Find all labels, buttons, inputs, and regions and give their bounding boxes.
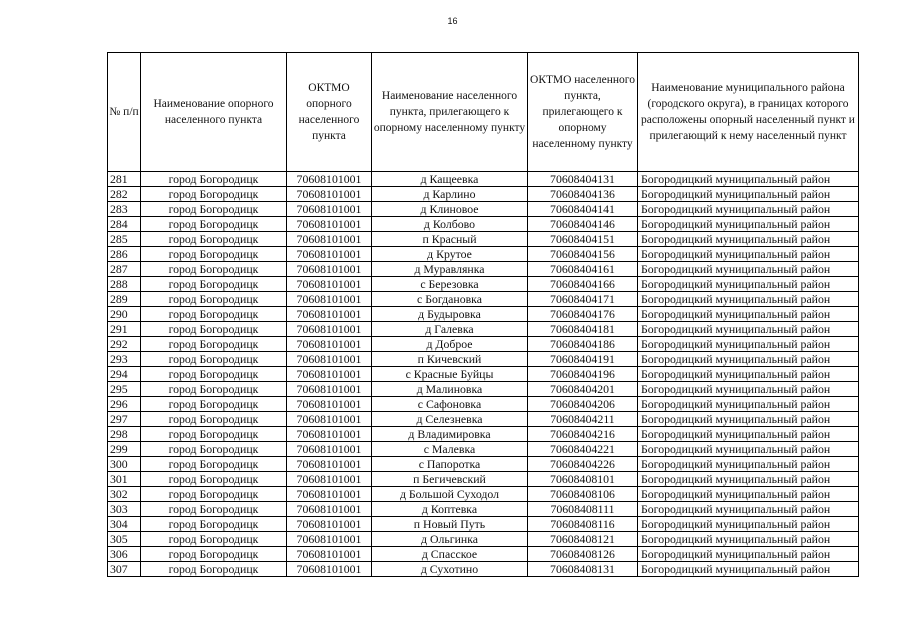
row-number-cell: 290 — [108, 307, 141, 322]
adjacent-oktmo-cell: 70608404141 — [528, 202, 638, 217]
adjacent-oktmo-cell: 70608408126 — [528, 547, 638, 562]
district-cell: Богородицкий муниципальный район — [638, 322, 859, 337]
adjacent-settlement-cell: с Сафоновка — [372, 397, 528, 412]
hub-settlement-cell: город Богородицк — [141, 322, 287, 337]
district-cell: Богородицкий муниципальный район — [638, 427, 859, 442]
adjacent-settlement-cell: п Красный — [372, 232, 528, 247]
adjacent-oktmo-cell: 70608404146 — [528, 217, 638, 232]
adjacent-oktmo-cell: 70608404151 — [528, 232, 638, 247]
district-cell: Богородицкий муниципальный район — [638, 457, 859, 472]
district-cell: Богородицкий муниципальный район — [638, 397, 859, 412]
table-row — [108, 532, 859, 547]
header-row-number: № п/п — [108, 53, 141, 172]
adjacent-settlement-cell: с Богдановка — [372, 292, 528, 307]
adjacent-settlement-cell: д Будыровка — [372, 307, 528, 322]
adjacent-oktmo-cell: 70608404201 — [528, 382, 638, 397]
adjacent-settlement-cell: д Коптевка — [372, 502, 528, 517]
adjacent-oktmo-cell: 70608404186 — [528, 337, 638, 352]
table-row — [108, 352, 859, 367]
hub-oktmo-cell: 70608101001 — [287, 427, 372, 442]
row-number-cell: 300 — [108, 457, 141, 472]
adjacent-oktmo-cell: 70608404221 — [528, 442, 638, 457]
row-number-cell: 288 — [108, 277, 141, 292]
hub-settlement-cell: город Богородицк — [141, 382, 287, 397]
adjacent-oktmo-cell: 70608404176 — [528, 307, 638, 322]
table-row — [108, 397, 859, 412]
district-cell: Богородицкий муниципальный район — [638, 382, 859, 397]
hub-settlement-cell: город Богородицк — [141, 232, 287, 247]
table-row — [108, 307, 859, 322]
hub-oktmo-cell: 70608101001 — [287, 487, 372, 502]
table-row — [108, 172, 859, 187]
hub-settlement-cell: город Богородицк — [141, 472, 287, 487]
district-cell: Богородицкий муниципальный район — [638, 352, 859, 367]
hub-settlement-cell: город Богородицк — [141, 172, 287, 187]
row-number-cell: 296 — [108, 397, 141, 412]
hub-settlement-cell: город Богородицк — [141, 457, 287, 472]
hub-settlement-cell: город Богородицк — [141, 292, 287, 307]
hub-oktmo-cell: 70608101001 — [287, 457, 372, 472]
hub-settlement-cell: город Богородицк — [141, 487, 287, 502]
row-number-cell: 293 — [108, 352, 141, 367]
row-number-cell: 291 — [108, 322, 141, 337]
adjacent-settlement-cell: д Галевка — [372, 322, 528, 337]
row-number-cell: 292 — [108, 337, 141, 352]
row-number-cell: 305 — [108, 532, 141, 547]
table-row — [108, 217, 859, 232]
adjacent-oktmo-cell: 70608408131 — [528, 562, 638, 577]
row-number-cell: 297 — [108, 412, 141, 427]
hub-settlement-cell: город Богородицк — [141, 517, 287, 532]
district-cell: Богородицкий муниципальный район — [638, 442, 859, 457]
row-number-cell: 304 — [108, 517, 141, 532]
district-cell: Богородицкий муниципальный район — [638, 487, 859, 502]
hub-settlement-cell: город Богородицк — [141, 412, 287, 427]
hub-settlement-cell: город Богородицк — [141, 532, 287, 547]
table-row — [108, 442, 859, 457]
hub-settlement-cell: город Богородицк — [141, 262, 287, 277]
row-number-cell: 303 — [108, 502, 141, 517]
hub-oktmo-cell: 70608101001 — [287, 202, 372, 217]
table-row — [108, 427, 859, 442]
hub-settlement-cell: город Богородицк — [141, 202, 287, 217]
hub-oktmo-cell: 70608101001 — [287, 562, 372, 577]
hub-oktmo-cell: 70608101001 — [287, 337, 372, 352]
hub-oktmo-cell: 70608101001 — [287, 322, 372, 337]
hub-settlement-cell: город Богородицк — [141, 307, 287, 322]
table-row — [108, 382, 859, 397]
adjacent-settlement-cell: д Большой Суходол — [372, 487, 528, 502]
adjacent-oktmo-cell: 70608404191 — [528, 352, 638, 367]
row-number-cell: 307 — [108, 562, 141, 577]
hub-oktmo-cell: 70608101001 — [287, 262, 372, 277]
header-adjacent-oktmo: ОКТМО населенного пункта, прилегающего к опорному населенному пункту — [528, 53, 638, 172]
adjacent-settlement-cell: п Бегичевский — [372, 472, 528, 487]
adjacent-settlement-cell: д Крутое — [372, 247, 528, 262]
hub-settlement-cell: город Богородицк — [141, 352, 287, 367]
adjacent-settlement-cell: д Карлино — [372, 187, 528, 202]
district-cell: Богородицкий муниципальный район — [638, 307, 859, 322]
hub-oktmo-cell: 70608101001 — [287, 397, 372, 412]
district-cell: Богородицкий муниципальный район — [638, 547, 859, 562]
table-row — [108, 502, 859, 517]
row-number-cell: 299 — [108, 442, 141, 457]
district-cell: Богородицкий муниципальный район — [638, 337, 859, 352]
district-cell: Богородицкий муниципальный район — [638, 472, 859, 487]
adjacent-settlement-cell: д Селезневка — [372, 412, 528, 427]
district-cell: Богородицкий муниципальный район — [638, 202, 859, 217]
district-cell: Богородицкий муниципальный район — [638, 412, 859, 427]
adjacent-oktmo-cell: 70608408111 — [528, 502, 638, 517]
row-number-cell: 286 — [108, 247, 141, 262]
adjacent-oktmo-cell: 70608408101 — [528, 472, 638, 487]
row-number-cell: 282 — [108, 187, 141, 202]
hub-settlement-cell: город Богородицк — [141, 187, 287, 202]
hub-settlement-cell: город Богородицк — [141, 337, 287, 352]
table-row — [108, 487, 859, 502]
district-cell: Богородицкий муниципальный район — [638, 277, 859, 292]
adjacent-oktmo-cell: 70608404226 — [528, 457, 638, 472]
district-cell: Богородицкий муниципальный район — [638, 262, 859, 277]
district-cell: Богородицкий муниципальный район — [638, 232, 859, 247]
district-cell: Богородицкий муниципальный район — [638, 217, 859, 232]
row-number-cell: 298 — [108, 427, 141, 442]
district-cell: Богородицкий муниципальный район — [638, 562, 859, 577]
hub-settlement-cell: город Богородицк — [141, 367, 287, 382]
header-hub-settlement-name: Наименование опорного населенного пункта — [141, 53, 287, 172]
adjacent-settlement-cell: с Малевка — [372, 442, 528, 457]
hub-settlement-cell: город Богородицк — [141, 562, 287, 577]
district-cell: Богородицкий муниципальный район — [638, 292, 859, 307]
table-row — [108, 412, 859, 427]
hub-oktmo-cell: 70608101001 — [287, 172, 372, 187]
hub-oktmo-cell: 70608101001 — [287, 502, 372, 517]
header-adjacent-settlement-name: Наименование населенного пункта, прилегающего к опорному населенному пункту — [372, 53, 528, 172]
hub-oktmo-cell: 70608101001 — [287, 247, 372, 262]
row-number-cell: 289 — [108, 292, 141, 307]
adjacent-settlement-cell: д Сухотино — [372, 562, 528, 577]
table-header — [108, 53, 859, 172]
district-cell: Богородицкий муниципальный район — [638, 172, 859, 187]
adjacent-settlement-cell: д Муравлянка — [372, 262, 528, 277]
hub-settlement-cell: город Богородицк — [141, 217, 287, 232]
adjacent-settlement-cell: д Спасское — [372, 547, 528, 562]
hub-oktmo-cell: 70608101001 — [287, 517, 372, 532]
adjacent-oktmo-cell: 70608404206 — [528, 397, 638, 412]
hub-settlement-cell: город Богородицк — [141, 547, 287, 562]
row-number-cell: 281 — [108, 172, 141, 187]
district-cell: Богородицкий муниципальный район — [638, 502, 859, 517]
page-number: 16 — [447, 16, 458, 26]
row-number-cell: 283 — [108, 202, 141, 217]
table-row — [108, 472, 859, 487]
hub-oktmo-cell: 70608101001 — [287, 217, 372, 232]
district-cell: Богородицкий муниципальный район — [638, 517, 859, 532]
table-row — [108, 367, 859, 382]
adjacent-oktmo-cell: 70608404216 — [528, 427, 638, 442]
adjacent-settlement-cell: д Доброе — [372, 337, 528, 352]
hub-oktmo-cell: 70608101001 — [287, 532, 372, 547]
adjacent-settlement-cell: п Кичевский — [372, 352, 528, 367]
adjacent-oktmo-cell: 70608404136 — [528, 187, 638, 202]
table-row — [108, 277, 859, 292]
adjacent-oktmo-cell: 70608404181 — [528, 322, 638, 337]
row-number-cell: 301 — [108, 472, 141, 487]
hub-settlement-cell: город Богородицк — [141, 442, 287, 457]
header-hub-oktmo: ОКТМО опорного населенного пункта — [287, 53, 372, 172]
hub-oktmo-cell: 70608101001 — [287, 442, 372, 457]
adjacent-settlement-cell: с Папоротка — [372, 457, 528, 472]
hub-oktmo-cell: 70608101001 — [287, 307, 372, 322]
table-row — [108, 457, 859, 472]
hub-settlement-cell: город Богородицк — [141, 247, 287, 262]
hub-settlement-cell: город Богородицк — [141, 397, 287, 412]
table-row — [108, 547, 859, 562]
adjacent-oktmo-cell: 70608408121 — [528, 532, 638, 547]
table-row — [108, 187, 859, 202]
hub-oktmo-cell: 70608101001 — [287, 367, 372, 382]
settlements-table — [107, 52, 859, 577]
adjacent-settlement-cell: д Кащеевка — [372, 172, 528, 187]
row-number-cell: 285 — [108, 232, 141, 247]
district-cell: Богородицкий муниципальный район — [638, 247, 859, 262]
hub-oktmo-cell: 70608101001 — [287, 547, 372, 562]
row-number-cell: 294 — [108, 367, 141, 382]
table-row — [108, 337, 859, 352]
table-row — [108, 202, 859, 217]
hub-settlement-cell: город Богородицк — [141, 502, 287, 517]
adjacent-oktmo-cell: 70608404166 — [528, 277, 638, 292]
table-row — [108, 562, 859, 577]
adjacent-oktmo-cell: 70608404131 — [528, 172, 638, 187]
row-number-cell: 284 — [108, 217, 141, 232]
header-municipal-district: Наименование муниципального района (городского округа), в границах которого расположены опорный населенный пункт и прилегающий к нему населенный пункт — [638, 53, 859, 172]
table-body — [108, 172, 859, 577]
district-cell: Богородицкий муниципальный район — [638, 367, 859, 382]
hub-oktmo-cell: 70608101001 — [287, 352, 372, 367]
adjacent-settlement-cell: д Малиновка — [372, 382, 528, 397]
adjacent-oktmo-cell: 70608404161 — [528, 262, 638, 277]
table-row — [108, 517, 859, 532]
adjacent-oktmo-cell: 70608408116 — [528, 517, 638, 532]
adjacent-oktmo-cell: 70608404156 — [528, 247, 638, 262]
table-row — [108, 247, 859, 262]
adjacent-settlement-cell: д Ольгинка — [372, 532, 528, 547]
hub-oktmo-cell: 70608101001 — [287, 277, 372, 292]
adjacent-settlement-cell: с Березовка — [372, 277, 528, 292]
hub-settlement-cell: город Богородицк — [141, 427, 287, 442]
hub-oktmo-cell: 70608101001 — [287, 292, 372, 307]
adjacent-oktmo-cell: 70608404211 — [528, 412, 638, 427]
header-row — [108, 53, 859, 172]
adjacent-oktmo-cell: 70608404196 — [528, 367, 638, 382]
adjacent-settlement-cell: п Новый Путь — [372, 517, 528, 532]
adjacent-settlement-cell: д Колбово — [372, 217, 528, 232]
row-number-cell: 306 — [108, 547, 141, 562]
hub-oktmo-cell: 70608101001 — [287, 412, 372, 427]
hub-settlement-cell: город Богородицк — [141, 277, 287, 292]
row-number-cell: 302 — [108, 487, 141, 502]
hub-oktmo-cell: 70608101001 — [287, 472, 372, 487]
hub-oktmo-cell: 70608101001 — [287, 382, 372, 397]
table-row — [108, 292, 859, 307]
adjacent-settlement-cell: д Клиновое — [372, 202, 528, 217]
district-cell: Богородицкий муниципальный район — [638, 532, 859, 547]
row-number-cell: 287 — [108, 262, 141, 277]
adjacent-settlement-cell: с Красные Буйцы — [372, 367, 528, 382]
adjacent-oktmo-cell: 70608404171 — [528, 292, 638, 307]
hub-oktmo-cell: 70608101001 — [287, 187, 372, 202]
hub-oktmo-cell: 70608101001 — [287, 232, 372, 247]
table-row — [108, 322, 859, 337]
table-row — [108, 262, 859, 277]
district-cell: Богородицкий муниципальный район — [638, 187, 859, 202]
adjacent-oktmo-cell: 70608408106 — [528, 487, 638, 502]
row-number-cell: 295 — [108, 382, 141, 397]
adjacent-settlement-cell: д Владимировка — [372, 427, 528, 442]
table-row — [108, 232, 859, 247]
